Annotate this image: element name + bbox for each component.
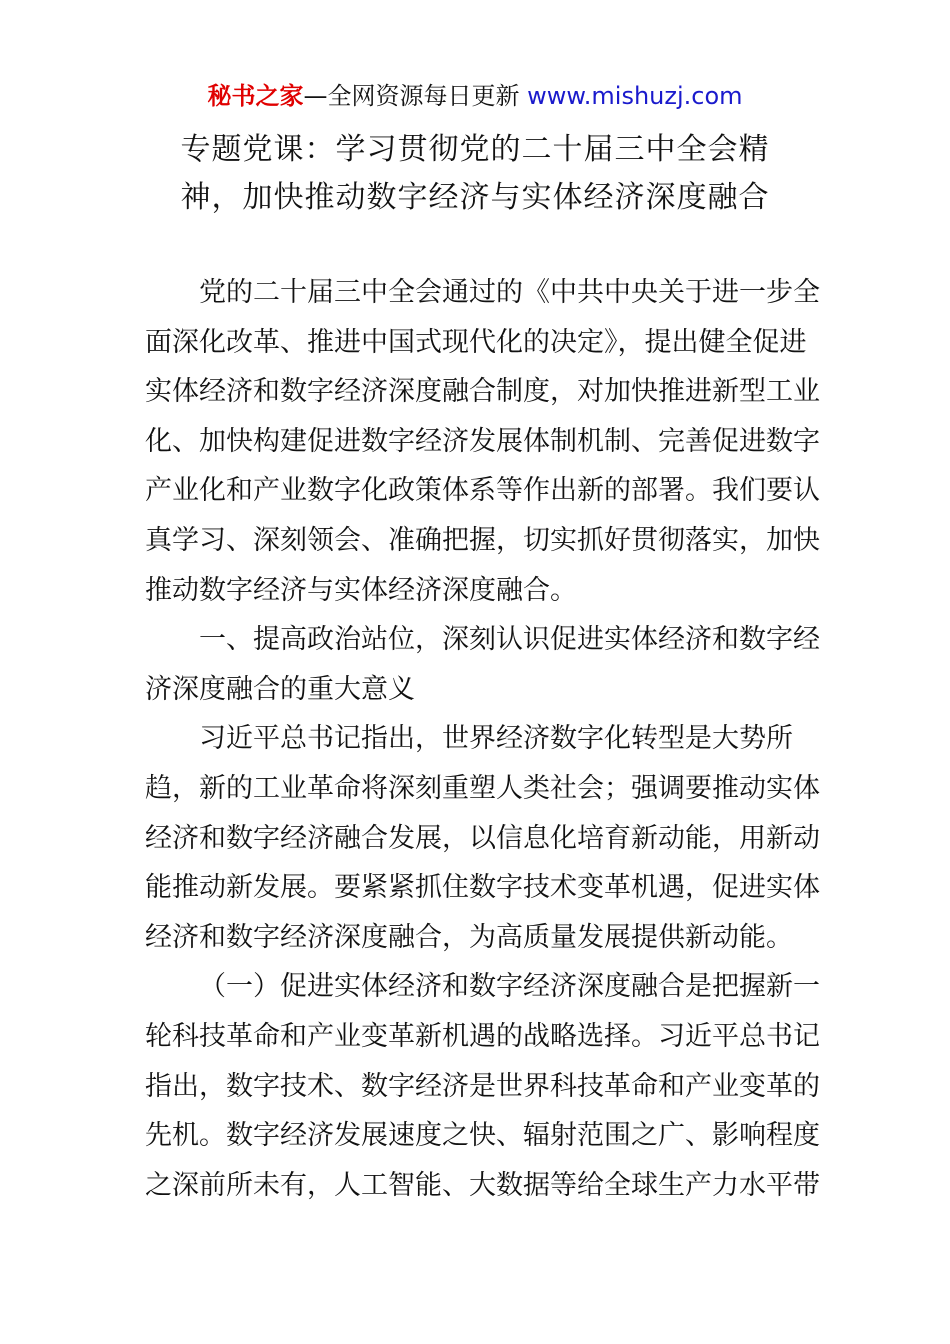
body-line: 习近平总书记指出，世界经济数字化转型是大势所 [199,723,793,755]
section-heading-line: 一、提高政治站位，深刻认识促进实体经济和数字经 [199,624,820,656]
body-line: 先机。数字经济发展速度之快、辐射范围之广、影响程度 [145,1120,820,1152]
body-line: 产业化和产业数字化政策体系等作出新的部署。我们要认 [145,475,820,507]
body-line: 轮科技革命和产业变革新机遇的战略选择。习近平总书记 [145,1020,820,1052]
title-line-2: 神，加快推动数字经济与实体经济深度融合 [180,180,770,215]
body-line: （一）促进实体经济和数字经济深度融合是把握新一 [199,971,820,1003]
body-line: 实体经济和数字经济深度融合制度，对加快推进新型工业 [145,376,820,408]
body-line: 经济和数字经济融合发展，以信息化培育新动能，用新动 [145,822,820,854]
body-line: 经济和数字经济深度融合，为高质量发展提供新动能。 [145,921,793,953]
site-url-link[interactable]: www.mishuzj.com [527,82,743,110]
site-header [0,80,950,112]
body-line: 真学习、深刻领会、准确把握，切实抓好贯彻落实，加快 [145,524,820,556]
header-tagline: —全网资源每日更新 [303,82,528,110]
document-body [145,268,820,1210]
body-line: 面深化改革、推进中国式现代化的决定》，提出健全促进 [145,326,807,358]
brand-name: 秘书之家 [207,82,304,110]
body-line: 能推动新发展。要紧紧抓住数字技术变革机遇，促进实体 [145,872,820,904]
body-line: 推动数字经济与实体经济深度融合。 [145,574,577,606]
section-heading-line: 济深度融合的重大意义 [145,673,415,705]
body-line: 趋，新的工业革命将深刻重塑人类社会；强调要推动实体 [145,772,820,804]
document-title [145,126,805,222]
body-line: 指出，数字技术、数字经济是世界科技革命和产业变革的 [145,1070,820,1102]
body-line: 党的二十届三中全会通过的《中共中央关于进一步全 [199,277,820,308]
body-line: 之深前所未有，人工智能、大数据等给全球生产力水平带 [145,1169,820,1201]
body-line: 化、加快构建促进数字经济发展体制机制、完善促进数字 [145,425,820,457]
title-line-1: 专题党课：学习贯彻党的二十届三中全会精 [180,132,770,167]
